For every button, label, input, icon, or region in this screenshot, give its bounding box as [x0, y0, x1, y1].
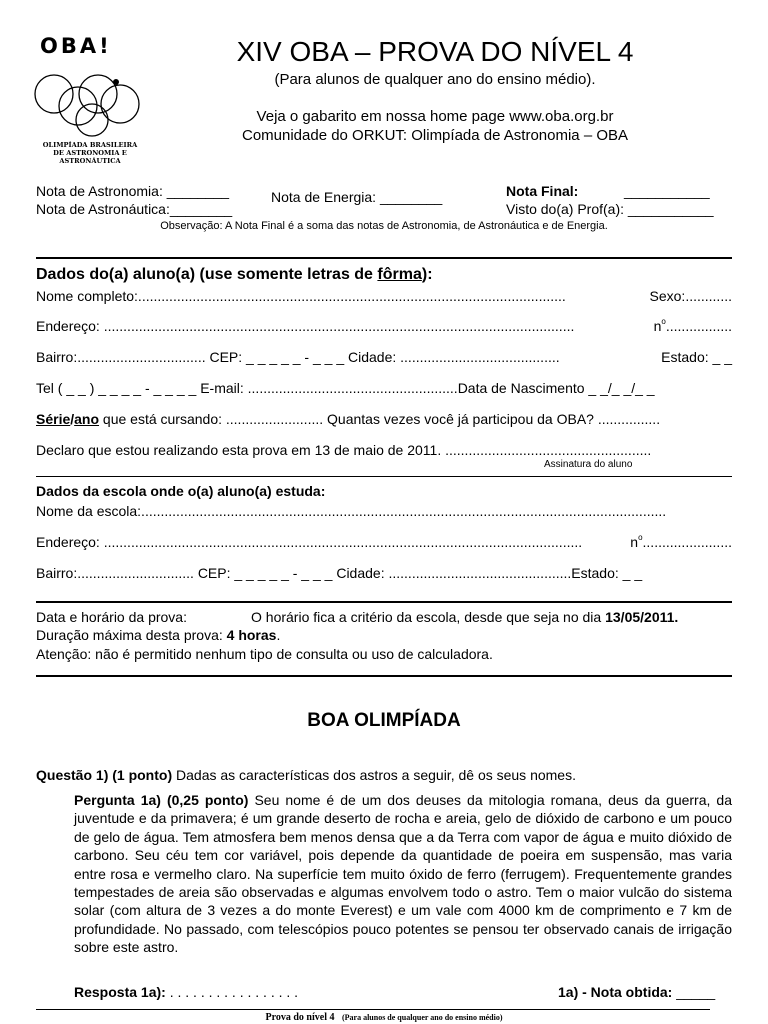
endereco-field: Endereço: .........................................................................................................................: [36, 318, 575, 334]
school-section-heading: Dados da escola onde o(a) aluno(a) estuda:: [36, 483, 326, 499]
bairro-cep-cidade-field: Bairro:................................. CEP: _ _ _ _ _ - _ _ _ Cidade: .........................................: [36, 349, 560, 365]
olympic-rings-logo: [32, 64, 144, 140]
nota-final-blank: ___________: [624, 183, 710, 199]
declaracao-line: Declaro que estou realizando esta prova em 13 de maio de 2011. .....................................................: [36, 442, 652, 458]
data-horario-label: Data e horário da prova:: [36, 609, 187, 625]
divider: [36, 257, 732, 259]
orkut-line: Comunidade do ORKUT: Olimpíada de Astronomia – OBA: [241, 127, 629, 144]
visto-professor: Visto do(a) Prof(a): ___________: [506, 201, 714, 217]
nome-completo-row: [36, 288, 732, 304]
nota-final-label: Nota Final:: [506, 183, 579, 199]
boa-olimpiada-heading: BOA OLIMPÍADA: [307, 710, 461, 731]
atencao-line: Atenção: não é permitido nenhum tipo de consulta ou uso de calculadora.: [36, 646, 493, 662]
nome-completo-field: Nome completo:..............................................................................................................: [36, 288, 566, 304]
escola-endereco-row: [36, 534, 732, 550]
page-subtitle: (Para alunos de qualquer ano do ensino médio).: [274, 71, 596, 88]
tel-email-nascimento-field: Tel ( _ _ ) _ _ _ _ - _ _ _ _ E-mail: ......................................................Data de Nascimento _ _/_ _/_ _: [36, 380, 655, 396]
questao-1: Questão 1) (1 ponto) Dadas as características dos astros a seguir, dê os seus nomes.: [36, 767, 576, 783]
page-title: XIV OBA – PROVA DO NÍVEL 4: [236, 36, 634, 67]
oba-logo-text: OBA!: [40, 34, 112, 58]
serie-ano-row: Série / ano que está cursando: ......................... Quantas vezes você já participou da OBA? ................: [36, 411, 661, 427]
escola-endereco-field: Endereço: ...........................................................................................................................: [36, 534, 583, 550]
divider: [36, 476, 732, 477]
sexo-field: Sexo:............: [649, 288, 732, 304]
resposta-1a: Resposta 1a): . . . . . . . . . . . . . . . . .: [74, 984, 299, 1000]
observacao-note: Observação: A Nota Final é a soma das notas de Astronomia, de Astronáutica e de Energia.: [160, 220, 608, 232]
nome-escola-field: Nome da escola:.......................................................................................................................................: [36, 503, 667, 519]
student-section-heading: Dados do(a) aluno(a) (use somente letras de fôrma):: [36, 266, 433, 283]
data-horario-text: O horário fica a critério da escola, desde que seja no dia 13/05/2011.: [251, 609, 679, 625]
escola-bairro-row: Bairro:.............................. CEP: _ _ _ _ _ - _ _ _ Cidade: ...............................................Estado: _ _: [36, 565, 643, 581]
divider: [36, 601, 732, 603]
gabarito-line: Veja o gabarito em nossa home page www.oba.org.br: [256, 108, 614, 125]
page-footer: Prova do nível 4 (Para alunos de qualquer ano do ensino médio): [265, 1012, 503, 1023]
bairro-row: [36, 349, 732, 365]
duracao-line: Duração máxima desta prova: 4 horas.: [36, 627, 281, 643]
estado-field: Estado: _ _: [661, 349, 732, 365]
nota-astronautica: Nota de Astronáutica:________: [36, 201, 233, 217]
assinatura-label: Assinatura do aluno: [544, 459, 633, 470]
nota-energia: Nota de Energia: ________: [271, 189, 443, 205]
nota-astronomia: Nota de Astronomia: ________: [36, 183, 230, 199]
pergunta-1a: Pergunta 1a) (0,25 ponto) Seu nome é de um dos deuses da mitologia romana, deus da guerra, da juventude e da primavera; é um grande deserto de rocha e areia, gelo de dióxido de carbono e um pouco de gelo de água. Tem atmosfera bem menos densa que a da Terra com vapor de água e muito dióxido de carbono. Seu céu tem cor variável, pois depende da quantidade de poeira em suspensão, mas varia entre rosa e vermelho claro. Na superfície tem muito óxido de ferro (ferrugem). Frequentemente grandes tempestades de areia são observadas e algumas envolvem todo o astro. Tem o maior vulcão do sistema solar (com altura de 3 vezes a do monte Everest) e um vale com 4000 km de comprimento e 7 km de profundidade. No passado, com telescópios pouco potentes se pensou ter observado canais de irrigação sobre este astro.: [74, 792, 732, 956]
divider: [36, 675, 732, 677]
endereco-row: [36, 318, 732, 334]
logo-subtitle: OLIMPÍADA BRASILEIRA DE ASTRONOMIA E ASTRONÁUTICA: [42, 141, 138, 165]
escola-numero-field: $n^o$.......................: [630, 533, 732, 550]
footer-divider: [36, 1009, 710, 1010]
numero-field: $n^o$.................: [653, 317, 732, 334]
nota-obtida-1a: 1a) - Nota obtida: _____: [558, 984, 716, 1000]
